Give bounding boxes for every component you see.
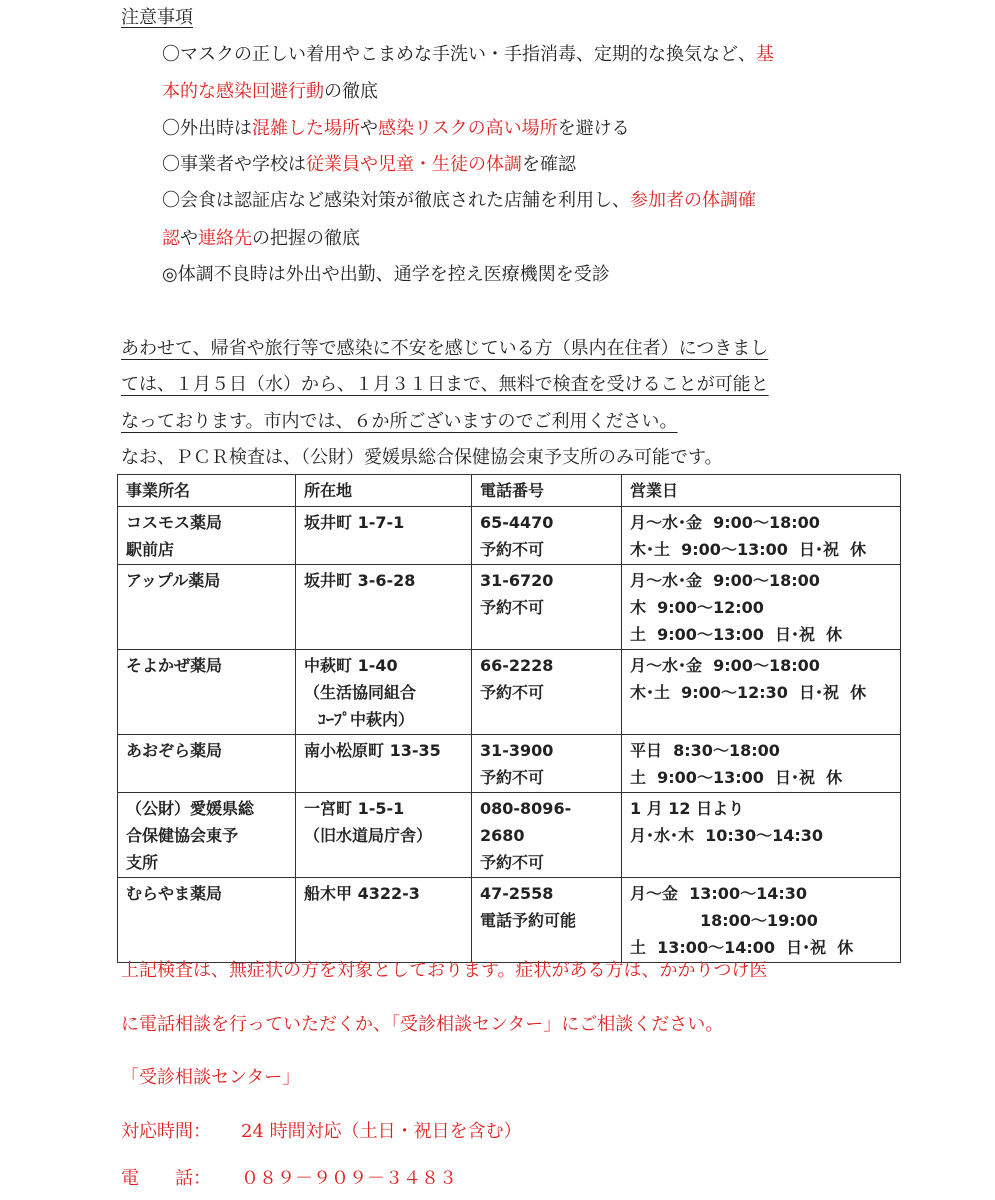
site-name-cell	[118, 878, 296, 963]
cell-line: 坂井町 1-7-1	[304, 513, 405, 532]
paragraph-line-2: ては、１月５日（水）から、１月３１日まで、無料で検査を受けることが可能と	[121, 374, 769, 395]
cell-line: 船木甲 4322-3	[304, 884, 420, 903]
cell-line: 予約不可	[480, 598, 545, 617]
service-hours	[121, 1120, 522, 1144]
cell-line: 65-4470	[480, 513, 554, 532]
precaution-text: を確認	[522, 154, 576, 175]
cell-line: 18:00～19:00	[700, 911, 818, 930]
hours-cell	[622, 878, 901, 963]
header-phone: 電話番号	[472, 475, 622, 507]
cell-line: 1 月 12 日より	[630, 799, 745, 818]
precaution-text: 〇外出時は	[162, 118, 252, 139]
service-hours-label: 対応時間：	[121, 1121, 211, 1142]
cell-line: 中萩町 1-40	[304, 656, 398, 675]
paragraph-line-3: なっております。市内では、６か所ございますのでご利用ください。	[121, 411, 678, 432]
precaution-text: 〇マスクの正しい着用やこまめな手洗い・手指消毒、定期的な換気など、	[162, 44, 756, 65]
precaution-highlight: 認	[162, 228, 180, 249]
cell-line: むらやま薬局	[126, 884, 223, 903]
precaution-highlight: 従業員や児童・生徒の体調	[306, 154, 522, 175]
cell-line: （旧水道局庁舎）	[304, 826, 433, 845]
cell-line: 木 9:00～12:00	[630, 598, 764, 617]
cell-line: 土 9:00～13:00 日･祝 休	[630, 625, 843, 644]
phone-number	[121, 1167, 457, 1191]
precaution-text: の徹底	[324, 81, 378, 102]
site-name-cell	[118, 507, 296, 565]
cell-line: 月～金 13:00～14:30	[630, 884, 808, 903]
site-name-cell	[118, 735, 296, 793]
notice-line-2: に電話相談を行っていただくか、「受診相談センター」にご相談ください。	[121, 1014, 724, 1035]
cell-line: 080-8096-2680	[480, 799, 572, 845]
address-cell	[296, 735, 472, 793]
cell-line: 南小松原町 13-35	[304, 741, 441, 760]
precaution-item-1-cont	[162, 80, 378, 104]
precaution-item-1	[162, 43, 774, 67]
hours-cell	[622, 565, 901, 650]
cell-line: 月～水･金 9:00～18:00	[630, 513, 820, 532]
cell-line: 予約不可	[480, 683, 545, 702]
precaution-text: や	[180, 228, 198, 249]
cell-line: 月～水･金 9:00～18:00	[630, 656, 820, 675]
precaution-highlight: 参加者の体調確	[630, 190, 756, 211]
cell-line: 坂井町 3-6-28	[304, 571, 416, 590]
precaution-text: を避ける	[557, 118, 630, 139]
precaution-highlight: 本的な感染回避行動	[162, 81, 324, 102]
hours-cell	[622, 735, 901, 793]
testing-sites-table	[117, 474, 901, 963]
cell-line: （生活協同組合	[304, 683, 417, 702]
service-hours-value: 24 時間対応（土日・祝日を含む）	[241, 1121, 522, 1142]
header-site-name: 事業所名	[118, 475, 296, 507]
cell-line: アップル薬局	[126, 571, 221, 590]
site-name-cell	[118, 793, 296, 878]
cell-line: 31-3900	[480, 741, 554, 760]
cell-line: コスモス薬局	[126, 513, 223, 532]
precaution-item-3	[162, 153, 576, 177]
precaution-item-4	[162, 189, 756, 213]
phone-cell	[472, 650, 622, 735]
cell-line: 31-6720	[480, 571, 554, 590]
precaution-highlight: 混雑した場所	[252, 118, 360, 139]
precaution-item-4-cont	[162, 227, 360, 251]
cell-line: 月～水･金 9:00～18:00	[630, 571, 820, 590]
cell-line: （公財）愛媛県総	[126, 799, 255, 818]
cell-line: 月･水･木 10:30～14:30	[630, 826, 824, 845]
section-heading: 注意事項	[121, 7, 193, 28]
paragraph-line-4: なお、ＰＣＲ検査は、（公財）愛媛県総合保健協会東予支所のみ可能です。	[121, 447, 723, 468]
cell-line: 駅前店	[126, 540, 175, 559]
table-row	[118, 793, 901, 878]
hours-cell	[622, 793, 901, 878]
table-row	[118, 650, 901, 735]
paragraph-line-1: あわせて、帰省や旅行等で感染に不安を感じている方（県内在住者）につきまし	[121, 338, 769, 359]
cell-line: 予約不可	[480, 768, 545, 787]
precaution-text: 〇会食は認証店など感染対策が徹底された店舗を利用し、	[162, 190, 630, 211]
address-cell	[296, 565, 472, 650]
hours-cell	[622, 650, 901, 735]
cell-line: 電話予約可能	[480, 911, 577, 930]
cell-line: 木･土 9:00～13:00 日･祝 休	[630, 540, 867, 559]
cell-line: あおぞら薬局	[126, 741, 223, 760]
cell-line: 一宮町 1-5-1	[304, 799, 405, 818]
precaution-text: の把握の徹底	[252, 228, 360, 249]
cell-line: 木･土 9:00～12:30 日･祝 休	[630, 683, 867, 702]
cell-line: 土 9:00～13:00 日･祝 休	[630, 768, 843, 787]
cell-line: 66-2228	[480, 656, 554, 675]
phone-label: 電 話：	[121, 1168, 211, 1189]
phone-cell	[472, 735, 622, 793]
table-row	[118, 507, 901, 565]
table-row	[118, 565, 901, 650]
precaution-highlight: 基	[756, 44, 774, 65]
cell-line: そよかぜ薬局	[126, 656, 223, 675]
cell-line: 平日 8:30～18:00	[630, 741, 780, 760]
hours-cell	[622, 507, 901, 565]
table-row	[118, 735, 901, 793]
phone-value: ０８９－９０９－３４８３	[241, 1168, 457, 1189]
cell-line: 支所	[126, 853, 159, 872]
header-hours: 営業日	[622, 475, 901, 507]
table-row	[118, 878, 901, 963]
phone-cell	[472, 565, 622, 650]
phone-cell	[472, 507, 622, 565]
address-cell	[296, 878, 472, 963]
precaution-text: 〇事業者や学校は	[162, 154, 306, 175]
address-cell	[296, 650, 472, 735]
precaution-item-2	[162, 117, 630, 141]
cell-line: 合保健協会東予	[126, 826, 239, 845]
address-cell	[296, 507, 472, 565]
phone-cell	[472, 878, 622, 963]
consultation-center-name: 「受診相談センター」	[121, 1067, 301, 1088]
precaution-item-5: ◎体調不良時は外出や出勤、通学を控え医療機関を受診	[162, 264, 610, 285]
cell-line: ｺｰﾌﾟ中萩内）	[318, 710, 415, 729]
cell-line: 47-2558	[480, 884, 554, 903]
header-address: 所在地	[296, 475, 472, 507]
address-cell	[296, 793, 472, 878]
site-name-cell	[118, 565, 296, 650]
cell-line: 予約不可	[480, 540, 545, 559]
notice-line-1: 上記検査は、無症状の方を対象としております。症状がある方は、かかりつけ医	[121, 960, 768, 981]
precaution-highlight: 連絡先	[198, 228, 252, 249]
site-name-cell	[118, 650, 296, 735]
phone-cell	[472, 793, 622, 878]
precaution-highlight: 感染リスクの高い場所	[378, 118, 558, 139]
cell-line: 予約不可	[480, 853, 545, 872]
precaution-text: や	[360, 118, 378, 139]
table-header-row	[118, 475, 901, 507]
cell-line: 土 13:00～14:00 日･祝 休	[630, 938, 854, 957]
